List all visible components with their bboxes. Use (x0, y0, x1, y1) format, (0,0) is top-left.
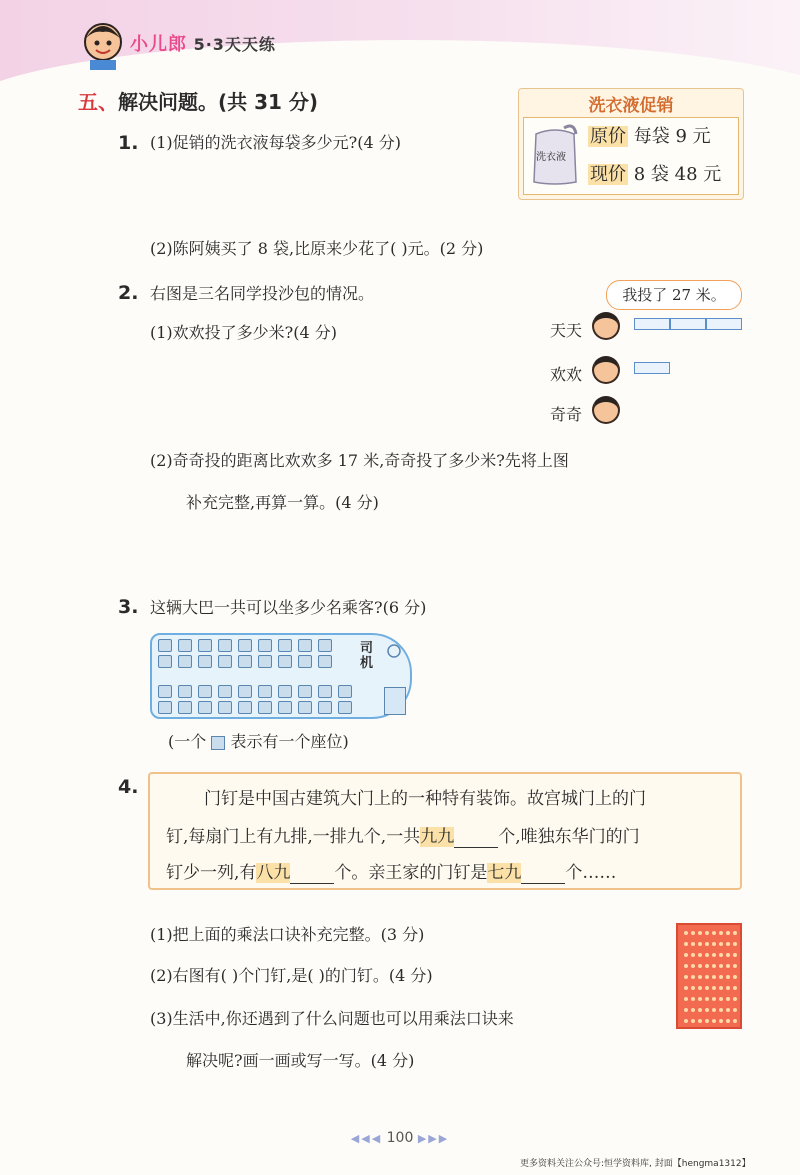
door-nail (691, 986, 695, 990)
passage-text: 个,唯独东华门的门 (498, 827, 640, 847)
seat-legend-icon (211, 736, 225, 750)
driver-char: 司 (360, 641, 374, 656)
passage-text: 钉少一列,有 (166, 863, 257, 883)
door-nail (698, 953, 702, 957)
door-nail (719, 964, 723, 968)
q4-part3-line2: 解决呢?画一画或写一写。(4 分) (186, 1051, 415, 1070)
seat (278, 685, 292, 698)
original-key: 原价 (590, 126, 626, 147)
door-nail (733, 1008, 737, 1012)
seat (318, 701, 332, 714)
steering-wheel-icon (386, 643, 402, 659)
door-nail (726, 942, 730, 946)
seat (158, 685, 172, 698)
door-nail (733, 975, 737, 979)
door-nail (733, 953, 737, 957)
seat (278, 701, 292, 714)
q1-number: 1. (118, 132, 139, 154)
door-nail (684, 953, 688, 957)
door-nail (712, 953, 716, 957)
seat (318, 639, 332, 652)
page-number-bar (0, 1130, 800, 1146)
door-nail (726, 953, 730, 957)
door-nail (719, 975, 723, 979)
seat (338, 685, 352, 698)
bus-diagram (150, 633, 412, 719)
name-huanhuan: 欢欢 (550, 365, 583, 384)
promo-title: 洗衣液促销 (588, 96, 674, 116)
bar-segment (634, 318, 670, 330)
mascot-icon (80, 18, 126, 70)
door-nail (684, 931, 688, 935)
door-nail (698, 1019, 702, 1023)
seat (238, 701, 252, 714)
answer-blank[interactable] (290, 865, 334, 884)
passage-text: 个。亲王家的门钉是 (334, 863, 488, 883)
q1-part2: (2)陈阿姨买了 8 袋,比原来少花了( )元。(2 分) (150, 239, 484, 258)
door-nail (705, 975, 709, 979)
door-nail (684, 964, 688, 968)
promo-row-current (588, 160, 721, 186)
door-nail (712, 964, 716, 968)
door-nail (712, 1019, 716, 1023)
door-nail (733, 997, 737, 1001)
legend-text-a: (一个 (168, 732, 207, 751)
bag-label: 洗衣液 (536, 152, 566, 163)
boy-face-icon (592, 396, 620, 424)
promo-card (518, 88, 744, 200)
q2-part1: (1)欢欢投了多少米?(4 分) (150, 323, 337, 342)
door-nail (684, 942, 688, 946)
section-title (78, 86, 318, 115)
door-nail (684, 997, 688, 1001)
brand-rest: 5·3天天练 (193, 35, 276, 54)
seat (278, 655, 292, 668)
driver-char: 机 (360, 656, 374, 671)
passage-text: 钉,每扇门上有九排,一排九个,一共 (166, 827, 421, 847)
door-nail (691, 953, 695, 957)
bar-segment (670, 318, 706, 330)
door-nail (712, 931, 716, 935)
seat (158, 701, 172, 714)
section-number: 五、 (78, 90, 118, 114)
door-nail (712, 997, 716, 1001)
passage-line3 (166, 862, 616, 884)
door-nail (705, 964, 709, 968)
door-nail (726, 975, 730, 979)
q1-part1: (1)促销的洗衣液每袋多少元?(4 分) (150, 133, 401, 152)
door-nail (719, 1019, 723, 1023)
seat (218, 685, 232, 698)
door-nail-grid (676, 923, 742, 1029)
seat (218, 639, 232, 652)
door-nail (684, 986, 688, 990)
q2-part2-line2: 补充完整,再算一算。(4 分) (186, 493, 379, 512)
seat (298, 639, 312, 652)
door-nail (684, 1019, 688, 1023)
door-nail (691, 942, 695, 946)
q2-part2-line1: (2)奇奇投的距离比欢欢多 17 米,奇奇投了多少米?先将上图 (150, 451, 569, 470)
seat (218, 655, 232, 668)
passage-text: 个…… (565, 863, 617, 883)
door-nail (684, 975, 688, 979)
seat (318, 685, 332, 698)
girl-face-icon (592, 356, 620, 384)
footer-note: 更多资料关注公众号:恒学资料库, 封面【hengma1312】 (520, 1159, 751, 1169)
door-nail (719, 986, 723, 990)
door-nail (733, 1019, 737, 1023)
brand-title (130, 30, 276, 56)
speech-bubble: 我投了 27 米。 (606, 280, 742, 310)
door-nail (691, 1019, 695, 1023)
seat (278, 639, 292, 652)
prev-arrows-icon: ◀◀◀ (350, 1132, 383, 1145)
seat (178, 685, 192, 698)
door-nail (691, 931, 695, 935)
door-nail (712, 986, 716, 990)
seat (258, 639, 272, 652)
seat (298, 685, 312, 698)
door-nail (712, 942, 716, 946)
seat (178, 655, 192, 668)
highlight-99: 九九 (420, 827, 455, 847)
door-nail (698, 986, 702, 990)
bus-door (384, 687, 406, 715)
next-arrows-icon: ▶▶▶ (417, 1132, 450, 1145)
promo-row-original (588, 122, 711, 148)
answer-blank[interactable] (454, 829, 498, 848)
door-nail (691, 964, 695, 968)
door-nail (719, 953, 723, 957)
door-nail (698, 1008, 702, 1012)
seat (198, 655, 212, 668)
door-nail (705, 942, 709, 946)
door-nail (719, 997, 723, 1001)
q2-number: 2. (118, 282, 139, 304)
door-nail (705, 986, 709, 990)
door-nail (698, 997, 702, 1001)
door-nail (733, 942, 737, 946)
boy-face-icon (592, 312, 620, 340)
q2-stem: 右图是三名同学投沙包的情况。 (150, 284, 375, 303)
door-nail (726, 931, 730, 935)
door-nail (712, 975, 716, 979)
seat (178, 701, 192, 714)
current-key: 现价 (590, 164, 626, 185)
seat (238, 639, 252, 652)
door-nail (726, 986, 730, 990)
seat (298, 701, 312, 714)
seat (198, 685, 212, 698)
promo-inner (523, 117, 739, 195)
door-nail (698, 931, 702, 935)
seat (258, 655, 272, 668)
door-nail (726, 1019, 730, 1023)
door-nail (726, 1008, 730, 1012)
q4-part3-line1: (3)生活中,你还遇到了什么问题也可以用乘法口诀来 (150, 1009, 514, 1028)
seat (258, 685, 272, 698)
name-qiqi: 奇奇 (550, 405, 583, 424)
q3-legend (168, 731, 349, 753)
q4-number: 4. (118, 776, 139, 798)
seat (218, 701, 232, 714)
q4-part1: (1)把上面的乘法口诀补充完整。(3 分) (150, 925, 425, 944)
door-nail (705, 953, 709, 957)
door-nail (698, 964, 702, 968)
seat (258, 701, 272, 714)
passage-line2 (166, 826, 640, 848)
seat (198, 639, 212, 652)
door-nail (705, 1008, 709, 1012)
door-nail (705, 931, 709, 935)
driver-label (360, 641, 373, 671)
door-nail (726, 997, 730, 1001)
seat (158, 655, 172, 668)
answer-blank[interactable] (521, 865, 565, 884)
section-text: 解决问题。(共 31 分) (118, 90, 319, 114)
door-nail (698, 942, 702, 946)
door-nail (719, 931, 723, 935)
door-nail (691, 997, 695, 1001)
seat (338, 701, 352, 714)
door-nail-passage (148, 772, 742, 890)
door-nail (691, 975, 695, 979)
legend-text-b: 表示有一个座位) (230, 732, 349, 751)
seat (198, 701, 212, 714)
current-value: 8 袋 48 元 (633, 164, 722, 185)
door-nail (705, 1019, 709, 1023)
door-nail (691, 1008, 695, 1012)
original-value: 每袋 9 元 (633, 126, 711, 147)
q3-stem: 这辆大巴一共可以坐多少名乘客?(6 分) (150, 598, 427, 617)
door-nail (712, 1008, 716, 1012)
seat (158, 639, 172, 652)
door-nail (719, 942, 723, 946)
seat (238, 685, 252, 698)
name-tiantian: 天天 (550, 321, 583, 340)
brand-kid: 小儿郎 (130, 34, 187, 55)
door-nail (733, 986, 737, 990)
seat (238, 655, 252, 668)
door-nail (719, 1008, 723, 1012)
passage-line1: 门钉是中国古建筑大门上的一种特有装饰。故宫城门上的门 (204, 789, 646, 809)
bar-segment (706, 318, 742, 330)
seat (298, 655, 312, 668)
door-nail (726, 964, 730, 968)
q4-part2: (2)右图有( )个门钉,是( )的门钉。(4 分) (150, 966, 433, 985)
door-nail (733, 931, 737, 935)
door-nail (705, 997, 709, 1001)
highlight-79: 七九 (487, 863, 522, 883)
door-nail (698, 975, 702, 979)
bar-segment (634, 362, 670, 374)
seat (318, 655, 332, 668)
q3-number: 3. (118, 596, 139, 618)
seat (178, 639, 192, 652)
door-nail (684, 1008, 688, 1012)
highlight-89: 八九 (256, 863, 291, 883)
door-nail (733, 964, 737, 968)
page-number: 100 (386, 1130, 414, 1146)
